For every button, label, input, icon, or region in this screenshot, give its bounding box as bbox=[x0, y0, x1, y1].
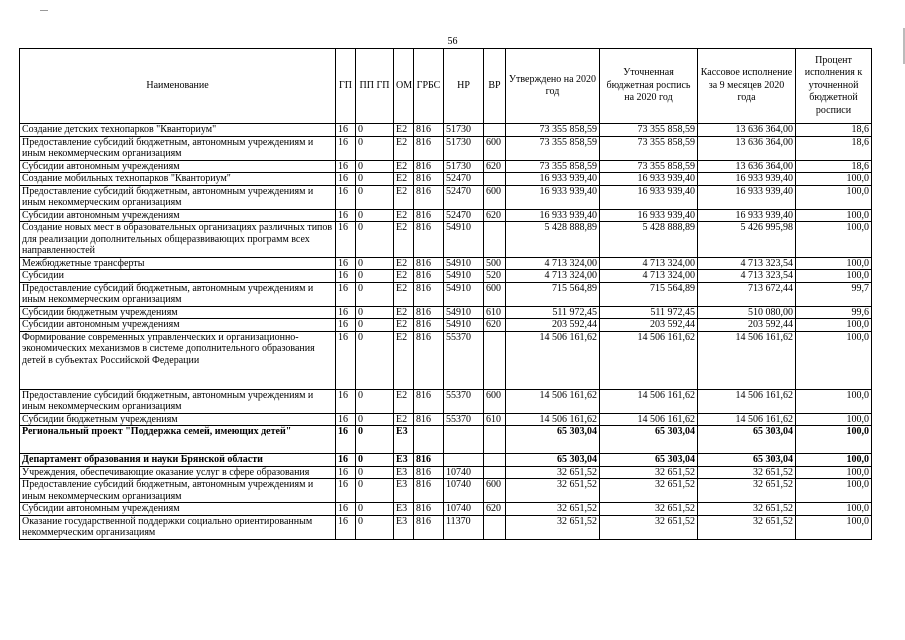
row-percent: 100,0 bbox=[796, 331, 872, 389]
row-name: Субсидии автономным учреждениям bbox=[20, 319, 336, 332]
row-grbs: 816 bbox=[414, 222, 444, 258]
row-om: E3 bbox=[394, 426, 414, 454]
row-cash: 13 636 364,00 bbox=[698, 124, 796, 137]
row-percent: 18,6 bbox=[796, 160, 872, 173]
row-vr: 600 bbox=[484, 389, 506, 413]
row-name: Субсидии автономным учреждениям bbox=[20, 160, 336, 173]
table-row bbox=[20, 136, 872, 160]
row-pgp: 0 bbox=[356, 136, 394, 160]
row-vr bbox=[484, 426, 506, 454]
row-cash: 4 713 323,54 bbox=[698, 257, 796, 270]
row-vr bbox=[484, 515, 506, 539]
row-pgp: 0 bbox=[356, 454, 394, 467]
row-name: Предоставление субсидий бюджетным, автономным учреждениям и иным некоммерческим организациям bbox=[20, 282, 336, 306]
table-row bbox=[20, 306, 872, 319]
table-row bbox=[20, 270, 872, 283]
row-refined: 32 651,52 bbox=[600, 515, 698, 539]
row-refined: 14 506 161,62 bbox=[600, 331, 698, 389]
row-grbs: 816 bbox=[414, 257, 444, 270]
row-name: Департамент образования и науки Брянской области bbox=[20, 454, 336, 467]
row-pgp: 0 bbox=[356, 306, 394, 319]
row-cash: 510 080,00 bbox=[698, 306, 796, 319]
row-refined: 4 713 324,00 bbox=[600, 257, 698, 270]
row-pgp: 0 bbox=[356, 270, 394, 283]
row-nr: 54910 bbox=[444, 282, 484, 306]
row-gp: 16 bbox=[336, 136, 356, 160]
row-approved: 16 933 939,40 bbox=[506, 185, 600, 209]
row-cash: 13 636 364,00 bbox=[698, 136, 796, 160]
row-grbs: 816 bbox=[414, 306, 444, 319]
table-row bbox=[20, 185, 872, 209]
row-vr bbox=[484, 331, 506, 389]
col-pgp-header: ПП ГП bbox=[356, 49, 394, 124]
row-grbs: 816 bbox=[414, 454, 444, 467]
row-approved: 73 355 858,59 bbox=[506, 160, 600, 173]
row-name: Субсидии бюджетным учреждениям bbox=[20, 413, 336, 426]
row-cash: 32 651,52 bbox=[698, 503, 796, 516]
row-refined: 203 592,44 bbox=[600, 319, 698, 332]
col-grbs-header: ГРБС bbox=[414, 49, 444, 124]
row-om: E3 bbox=[394, 479, 414, 503]
row-percent: 100,0 bbox=[796, 222, 872, 258]
row-name: Субсидии автономным учреждениям bbox=[20, 209, 336, 222]
row-grbs: 816 bbox=[414, 160, 444, 173]
row-nr: 52470 bbox=[444, 185, 484, 209]
row-refined: 5 428 888,89 bbox=[600, 222, 698, 258]
row-refined: 65 303,04 bbox=[600, 454, 698, 467]
row-nr: 54910 bbox=[444, 222, 484, 258]
row-pgp: 0 bbox=[356, 209, 394, 222]
row-pgp: 0 bbox=[356, 479, 394, 503]
row-percent: 100,0 bbox=[796, 209, 872, 222]
page-number: 56 bbox=[447, 36, 458, 47]
row-pgp: 0 bbox=[356, 124, 394, 137]
row-om: E2 bbox=[394, 257, 414, 270]
row-nr: 51730 bbox=[444, 160, 484, 173]
row-grbs: 816 bbox=[414, 466, 444, 479]
col-cash-header: Кассовое исполнение за 9 месяцев 2020 года bbox=[698, 49, 796, 124]
row-nr bbox=[444, 426, 484, 454]
row-nr bbox=[444, 454, 484, 467]
row-refined: 73 355 858,59 bbox=[600, 124, 698, 137]
row-nr: 51730 bbox=[444, 136, 484, 160]
row-nr: 10740 bbox=[444, 479, 484, 503]
table-row bbox=[20, 426, 872, 454]
table-row bbox=[20, 319, 872, 332]
row-refined: 73 355 858,59 bbox=[600, 136, 698, 160]
row-refined: 32 651,52 bbox=[600, 466, 698, 479]
row-nr: 10740 bbox=[444, 503, 484, 516]
row-cash: 65 303,04 bbox=[698, 454, 796, 467]
row-grbs: 816 bbox=[414, 503, 444, 516]
row-pgp: 0 bbox=[356, 503, 394, 516]
row-refined: 715 564,89 bbox=[600, 282, 698, 306]
row-refined: 4 713 324,00 bbox=[600, 270, 698, 283]
row-gp: 16 bbox=[336, 479, 356, 503]
row-pgp: 0 bbox=[356, 173, 394, 186]
table-row bbox=[20, 331, 872, 389]
row-approved: 65 303,04 bbox=[506, 426, 600, 454]
row-gp: 16 bbox=[336, 185, 356, 209]
col-om-header: ОМ bbox=[394, 49, 414, 124]
row-gp: 16 bbox=[336, 124, 356, 137]
row-percent: 100,0 bbox=[796, 257, 872, 270]
row-name: Создание мобильных технопарков "Кванториум" bbox=[20, 173, 336, 186]
row-approved: 4 713 324,00 bbox=[506, 257, 600, 270]
budget-table bbox=[19, 48, 872, 540]
row-percent: 99,6 bbox=[796, 306, 872, 319]
row-nr: 11370 bbox=[444, 515, 484, 539]
row-vr bbox=[484, 466, 506, 479]
row-cash: 32 651,52 bbox=[698, 515, 796, 539]
row-grbs: 816 bbox=[414, 173, 444, 186]
row-pgp: 0 bbox=[356, 185, 394, 209]
row-cash: 32 651,52 bbox=[698, 466, 796, 479]
col-name-header: Наименование bbox=[20, 49, 336, 124]
row-vr: 620 bbox=[484, 209, 506, 222]
row-vr bbox=[484, 173, 506, 186]
table-row bbox=[20, 173, 872, 186]
row-vr: 600 bbox=[484, 282, 506, 306]
row-om: E2 bbox=[394, 389, 414, 413]
row-approved: 511 972,45 bbox=[506, 306, 600, 319]
row-pgp: 0 bbox=[356, 282, 394, 306]
row-om: E2 bbox=[394, 160, 414, 173]
row-percent: 100,0 bbox=[796, 185, 872, 209]
col-nr-header: НР bbox=[444, 49, 484, 124]
table-row bbox=[20, 503, 872, 516]
row-percent: 18,6 bbox=[796, 124, 872, 137]
row-pgp: 0 bbox=[356, 319, 394, 332]
table-row bbox=[20, 479, 872, 503]
col-vr-header: ВР bbox=[484, 49, 506, 124]
row-percent: 18,6 bbox=[796, 136, 872, 160]
row-approved: 14 506 161,62 bbox=[506, 389, 600, 413]
row-vr: 620 bbox=[484, 160, 506, 173]
row-name: Формирование современных управленческих и организационно-экономических механизмов в системе дополнительного образования детей в субъектах Российской Федерации bbox=[20, 331, 336, 389]
row-percent: 100,0 bbox=[796, 173, 872, 186]
row-approved: 14 506 161,62 bbox=[506, 331, 600, 389]
row-percent: 100,0 bbox=[796, 389, 872, 413]
row-nr: 51730 bbox=[444, 124, 484, 137]
row-cash: 14 506 161,62 bbox=[698, 389, 796, 413]
row-name: Оказание государственной поддержки социально ориентированным некоммерческим организациям bbox=[20, 515, 336, 539]
table-row bbox=[20, 282, 872, 306]
row-cash: 14 506 161,62 bbox=[698, 331, 796, 389]
row-approved: 4 713 324,00 bbox=[506, 270, 600, 283]
row-name: Учреждения, обеспечивающие оказание услуг в сфере образования bbox=[20, 466, 336, 479]
row-gp: 16 bbox=[336, 173, 356, 186]
table-row bbox=[20, 209, 872, 222]
row-name: Создание детских технопарков "Кванториум" bbox=[20, 124, 336, 137]
row-gp: 16 bbox=[336, 454, 356, 467]
row-grbs: 816 bbox=[414, 270, 444, 283]
table-row bbox=[20, 257, 872, 270]
row-refined: 16 933 939,40 bbox=[600, 185, 698, 209]
row-grbs bbox=[414, 426, 444, 454]
row-om: E2 bbox=[394, 270, 414, 283]
row-percent: 100,0 bbox=[796, 454, 872, 467]
row-gp: 16 bbox=[336, 413, 356, 426]
row-pgp: 0 bbox=[356, 331, 394, 389]
row-gp: 16 bbox=[336, 515, 356, 539]
row-om: E3 bbox=[394, 503, 414, 516]
row-name: Межбюджетные трансферты bbox=[20, 257, 336, 270]
row-gp: 16 bbox=[336, 426, 356, 454]
col-gp-header: ГП bbox=[336, 49, 356, 124]
row-gp: 16 bbox=[336, 209, 356, 222]
row-vr bbox=[484, 222, 506, 258]
row-percent: 100,0 bbox=[796, 270, 872, 283]
row-gp: 16 bbox=[336, 331, 356, 389]
row-cash: 5 426 995,98 bbox=[698, 222, 796, 258]
row-approved: 73 355 858,59 bbox=[506, 136, 600, 160]
row-gp: 16 bbox=[336, 282, 356, 306]
row-gp: 16 bbox=[336, 319, 356, 332]
row-cash: 203 592,44 bbox=[698, 319, 796, 332]
row-cash: 14 506 161,62 bbox=[698, 413, 796, 426]
row-om: E3 bbox=[394, 454, 414, 467]
row-percent: 100,0 bbox=[796, 515, 872, 539]
row-om: E2 bbox=[394, 124, 414, 137]
row-pgp: 0 bbox=[356, 389, 394, 413]
row-approved: 16 933 939,40 bbox=[506, 209, 600, 222]
row-refined: 73 355 858,59 bbox=[600, 160, 698, 173]
row-vr: 600 bbox=[484, 479, 506, 503]
row-nr: 55370 bbox=[444, 389, 484, 413]
row-grbs: 816 bbox=[414, 479, 444, 503]
row-approved: 32 651,52 bbox=[506, 503, 600, 516]
row-gp: 16 bbox=[336, 389, 356, 413]
table-row bbox=[20, 124, 872, 137]
row-om: E2 bbox=[394, 209, 414, 222]
row-cash: 713 672,44 bbox=[698, 282, 796, 306]
row-cash: 32 651,52 bbox=[698, 479, 796, 503]
row-refined: 14 506 161,62 bbox=[600, 389, 698, 413]
row-refined: 65 303,04 bbox=[600, 426, 698, 454]
row-grbs: 816 bbox=[414, 282, 444, 306]
row-nr: 52470 bbox=[444, 209, 484, 222]
row-grbs: 816 bbox=[414, 413, 444, 426]
row-gp: 16 bbox=[336, 306, 356, 319]
row-name: Субсидии bbox=[20, 270, 336, 283]
row-om: E2 bbox=[394, 282, 414, 306]
row-percent: 100,0 bbox=[796, 413, 872, 426]
row-om: E3 bbox=[394, 515, 414, 539]
row-vr: 620 bbox=[484, 319, 506, 332]
row-vr: 600 bbox=[484, 185, 506, 209]
row-gp: 16 bbox=[336, 160, 356, 173]
row-name: Предоставление субсидий бюджетным, автономным учреждениям и иным некоммерческим организациям bbox=[20, 389, 336, 413]
table-row bbox=[20, 222, 872, 258]
row-vr: 520 bbox=[484, 270, 506, 283]
row-approved: 5 428 888,89 bbox=[506, 222, 600, 258]
col-approved-header: Утверждено на 2020 год bbox=[506, 49, 600, 124]
row-refined: 16 933 939,40 bbox=[600, 209, 698, 222]
row-nr: 55370 bbox=[444, 413, 484, 426]
row-grbs: 816 bbox=[414, 136, 444, 160]
row-grbs: 816 bbox=[414, 124, 444, 137]
row-nr: 10740 bbox=[444, 466, 484, 479]
row-name: Предоставление субсидий бюджетным, автономным учреждениям и иным некоммерческим организациям bbox=[20, 136, 336, 160]
row-pgp: 0 bbox=[356, 515, 394, 539]
row-name: Субсидии автономным учреждениям bbox=[20, 503, 336, 516]
row-approved: 715 564,89 bbox=[506, 282, 600, 306]
row-refined: 16 933 939,40 bbox=[600, 173, 698, 186]
row-nr: 54910 bbox=[444, 306, 484, 319]
row-nr: 54910 bbox=[444, 270, 484, 283]
table-row bbox=[20, 160, 872, 173]
row-vr: 600 bbox=[484, 136, 506, 160]
row-refined: 32 651,52 bbox=[600, 479, 698, 503]
row-name: Предоставление субсидий бюджетным, автономным учреждениям и иным некоммерческим организациям bbox=[20, 185, 336, 209]
row-nr: 54910 bbox=[444, 319, 484, 332]
col-refined-header: Уточненная бюджетная роспись на 2020 год bbox=[600, 49, 698, 124]
row-approved: 203 592,44 bbox=[506, 319, 600, 332]
row-approved: 32 651,52 bbox=[506, 479, 600, 503]
row-approved: 65 303,04 bbox=[506, 454, 600, 467]
row-refined: 32 651,52 bbox=[600, 503, 698, 516]
table-body bbox=[20, 124, 872, 540]
row-name: Региональный проект "Поддержка семей, имеющих детей" bbox=[20, 426, 336, 454]
row-vr: 610 bbox=[484, 413, 506, 426]
row-refined: 511 972,45 bbox=[600, 306, 698, 319]
row-percent: 100,0 bbox=[796, 466, 872, 479]
row-vr bbox=[484, 454, 506, 467]
row-gp: 16 bbox=[336, 270, 356, 283]
col-percent-header: Процент исполнения к уточненной бюджетной росписи bbox=[796, 49, 872, 124]
table-row bbox=[20, 466, 872, 479]
row-om: E2 bbox=[394, 185, 414, 209]
row-om: E2 bbox=[394, 319, 414, 332]
row-cash: 4 713 323,54 bbox=[698, 270, 796, 283]
table-row bbox=[20, 389, 872, 413]
table-row bbox=[20, 454, 872, 467]
row-vr: 500 bbox=[484, 257, 506, 270]
row-nr: 55370 bbox=[444, 331, 484, 389]
row-percent: 99,7 bbox=[796, 282, 872, 306]
row-approved: 32 651,52 bbox=[506, 515, 600, 539]
table-row bbox=[20, 413, 872, 426]
row-cash: 16 933 939,40 bbox=[698, 185, 796, 209]
row-cash: 65 303,04 bbox=[698, 426, 796, 454]
row-grbs: 816 bbox=[414, 319, 444, 332]
table-row bbox=[20, 515, 872, 539]
row-percent: 100,0 bbox=[796, 503, 872, 516]
row-approved: 32 651,52 bbox=[506, 466, 600, 479]
row-percent: 100,0 bbox=[796, 479, 872, 503]
row-percent: 100,0 bbox=[796, 319, 872, 332]
row-grbs: 816 bbox=[414, 331, 444, 389]
row-name: Предоставление субсидий бюджетным, автономным учреждениям и иным некоммерческим организациям bbox=[20, 479, 336, 503]
row-om: E3 bbox=[394, 466, 414, 479]
row-om: E2 bbox=[394, 306, 414, 319]
row-vr: 620 bbox=[484, 503, 506, 516]
row-gp: 16 bbox=[336, 466, 356, 479]
row-om: E2 bbox=[394, 222, 414, 258]
row-approved: 73 355 858,59 bbox=[506, 124, 600, 137]
row-cash: 16 933 939,40 bbox=[698, 173, 796, 186]
row-approved: 14 506 161,62 bbox=[506, 413, 600, 426]
row-nr: 52470 bbox=[444, 173, 484, 186]
row-vr: 610 bbox=[484, 306, 506, 319]
row-gp: 16 bbox=[336, 503, 356, 516]
row-pgp: 0 bbox=[356, 413, 394, 426]
scan-mark bbox=[40, 10, 48, 11]
row-om: E2 bbox=[394, 173, 414, 186]
row-pgp: 0 bbox=[356, 257, 394, 270]
row-pgp: 0 bbox=[356, 160, 394, 173]
row-gp: 16 bbox=[336, 257, 356, 270]
row-name: Создание новых мест в образовательных организациях различных типов для реализации дополнительных общеразвивающих программ всех направленностей bbox=[20, 222, 336, 258]
row-pgp: 0 bbox=[356, 222, 394, 258]
row-nr: 54910 bbox=[444, 257, 484, 270]
row-gp: 16 bbox=[336, 222, 356, 258]
row-grbs: 816 bbox=[414, 389, 444, 413]
row-grbs: 816 bbox=[414, 185, 444, 209]
row-name: Субсидии бюджетным учреждениям bbox=[20, 306, 336, 319]
row-pgp: 0 bbox=[356, 426, 394, 454]
row-refined: 14 506 161,62 bbox=[600, 413, 698, 426]
row-grbs: 816 bbox=[414, 515, 444, 539]
row-cash: 13 636 364,00 bbox=[698, 160, 796, 173]
row-pgp: 0 bbox=[356, 466, 394, 479]
row-om: E2 bbox=[394, 413, 414, 426]
row-percent: 100,0 bbox=[796, 426, 872, 454]
row-cash: 16 933 939,40 bbox=[698, 209, 796, 222]
row-om: E2 bbox=[394, 331, 414, 389]
row-grbs: 816 bbox=[414, 209, 444, 222]
row-vr bbox=[484, 124, 506, 137]
header-row bbox=[20, 49, 872, 124]
row-om: E2 bbox=[394, 136, 414, 160]
row-approved: 16 933 939,40 bbox=[506, 173, 600, 186]
